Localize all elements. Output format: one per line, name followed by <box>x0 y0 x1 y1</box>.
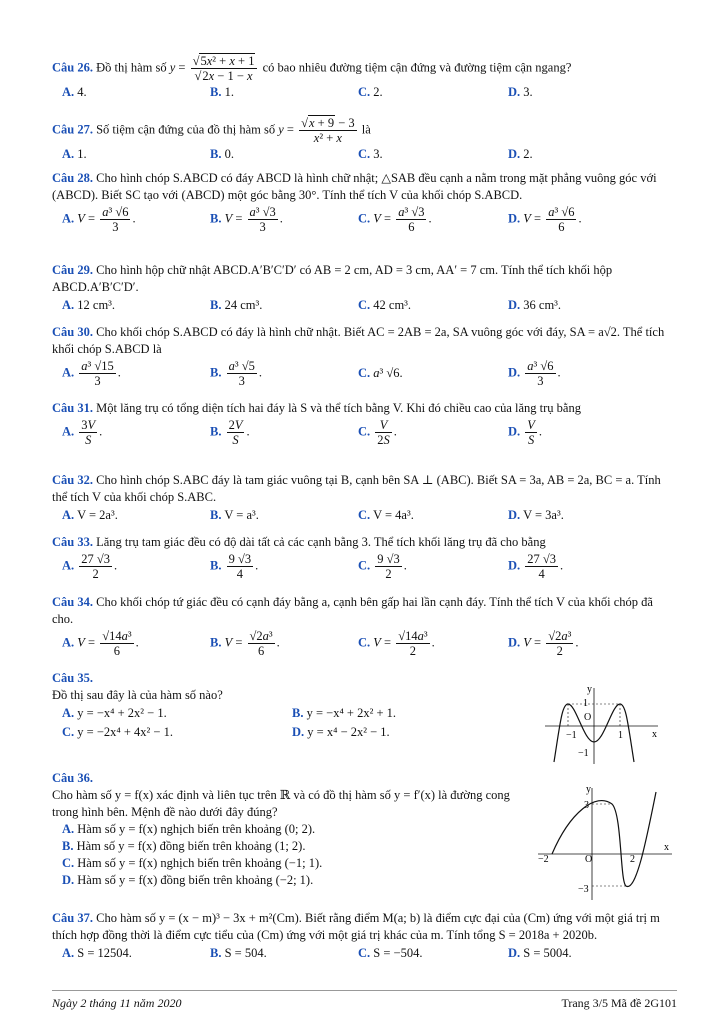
option-b[interactable]: B. 24 cm³. <box>210 298 263 312</box>
option-b[interactable]: B. $\frac{9 √3}{4}$ . <box>210 552 259 581</box>
question-29: Câu 29. Cho hình hộp chữ nhật ABCD.A′B′C′D′ có AB = 2 cm, AD = 3 cm, AA′ = 7 cm. Tính thể tích khối hộp ABCD.A′B′C′D′. A. 12 cm³. B. 24 cm³. C. 42 cm³. D. 36 cm³. <box>52 262 677 315</box>
option-a[interactable]: A. 4. <box>62 85 87 99</box>
origin-label: O <box>585 854 593 865</box>
options <box>52 945 677 963</box>
question-35: Câu 35. Đồ thị sau đây là của hàm số nào? A. y = −x⁴ + 2x² − 1. B. y = −x⁴ + 2x² + 1. C. y = −2x⁴ + 4x² − 1. D. y = x⁴ − 2x² − 1. <box>52 670 532 742</box>
option-b[interactable]: B. V = $\frac{\text{√2a³}}{6}$ . <box>210 629 280 658</box>
option-d[interactable]: D. 2. <box>508 147 533 161</box>
options <box>52 359 677 389</box>
option-c[interactable]: C. $\frac{V}{2S}$ . <box>358 418 397 447</box>
option-d[interactable]: D. $\frac{27 √3}{4}$ . <box>508 552 564 581</box>
tick-label: −1 <box>578 748 589 759</box>
graph-q36 <box>530 782 680 902</box>
option-a[interactable]: A. V = 2a³. <box>62 508 118 522</box>
option-b[interactable]: B. 0. <box>210 147 234 161</box>
tick-label: −1 <box>566 730 577 741</box>
option-c[interactable]: C. a³ √6. <box>358 366 403 380</box>
option-a[interactable]: A. $\frac{\text{a³ √15}}{3}$ . <box>62 359 121 388</box>
question-number: Câu 26. <box>52 60 93 75</box>
option-d[interactable]: D. V = $\frac{\text{√2a³}}{2}$ . <box>508 629 579 658</box>
tick-label: −3 <box>578 884 589 895</box>
graph-q35 <box>540 684 670 766</box>
option-c[interactable]: C. $\frac{9 √3}{2}$ . <box>358 552 407 581</box>
question-37: Câu 37. Cho hàm số y = (x − m)³ − 3x + m²(Cm). Biết rằng điểm M(a; b) là điểm cực đại của (Cm) ứng với một giá trị m thích hợp đồng thời là điểm cực tiểu của (Cm) ứng với một giá trị khác của m. Tính tổng S = 2018a + 2020b. A. S = 12504. B. S = 504. C. S = −504. D. S = 5004. <box>52 910 677 963</box>
options <box>52 705 532 723</box>
option-b[interactable]: B. Hàm số y = f(x) đồng biến trên khoảng (1; 2). <box>62 839 306 853</box>
question-number: Câu 27. <box>52 122 93 137</box>
question-26: Câu 26. Đồ thị hàm số y = $\frac{\text{√5x² + x + 1}}{√2x - 1 - x}$ có bao nhiêu đường tiệm cận đứng và đường tiệm cận ngang? A. 4. B. 1. C. 2. D. 3. <box>52 54 677 102</box>
formula: $\frac{\text{√5x² + x + 1}}{√2x - 1 - x}$ <box>191 54 258 83</box>
option-b[interactable]: B. $\frac{\text{a³ √5}}{3}$ . <box>210 359 262 388</box>
option-b[interactable]: B. $\frac{2V}{S}$ . <box>210 418 250 447</box>
footer-page: Trang 3/5 Mã đề 2G101 <box>561 996 677 1010</box>
question-28: Câu 28. Cho hình chóp S.ABCD có đáy ABCD là hình chữ nhật; △SAB đều cạnh a nằm trong mặt phẳng vuông góc với (ABCD). Biết SC tạo với (ABCD) một góc bằng 30°. Tính thể tích V của khối chóp S.ABCD. A. V = $\frac{\text{a³ √6}}{3}$ . B. V = $\frac{\text{a³ √3}}{3}$ . C. V = $\frac{\text{a³ √3}}{6}$ . D. V = $\frac{\text{a³ √6}}{6}$ . <box>52 170 677 235</box>
origin-label: O <box>584 712 592 723</box>
question-36: Câu 36. Cho hàm số y = f(x) xác định và liên tục trên ℝ và có đồ thị hàm số y = f′(x) là đường cong trong hình bên. Mệnh đề nào dưới đây đúng? A. Hàm số y = f(x) nghịch biến trên khoảng (0; 2). B. Hàm số y = f(x) đồng biến trên khoảng (1; 2). C. Hàm số y = f(x) nghịch biến trên khoảng (−1; 1). D. Hàm số y = f(x) đồng biến trên khoảng (−2; 1). <box>52 770 532 889</box>
y-axis-label: y <box>587 684 592 695</box>
options <box>52 146 677 164</box>
option-b[interactable]: B. V = $\frac{\text{a³ √3}}{3}$ . <box>210 205 283 234</box>
curve <box>552 792 656 886</box>
y-axis-label: y <box>586 784 591 795</box>
option-d[interactable]: D. 3. <box>508 85 533 99</box>
option-c[interactable]: C. Hàm số y = f(x) nghịch biến trên khoảng (−1; 1). <box>62 856 323 870</box>
option-d[interactable]: D. Hàm số y = f(x) đồng biến trên khoảng (−2; 1). <box>62 873 314 887</box>
option-c[interactable]: C. 3. <box>358 147 383 161</box>
option-d[interactable]: D. V = 3a³. <box>508 508 564 522</box>
formula: $\frac{√x + 9 - 3}{\text{x² + x}}$ <box>301 116 355 145</box>
x-axis-label: x <box>652 729 657 740</box>
tick-label: 2 <box>630 854 635 865</box>
option-a[interactable]: A. $\frac{27 √3}{2}$ . <box>62 552 118 581</box>
option-a[interactable]: A. Hàm số y = f(x) nghịch biến trên khoảng (0; 2). <box>62 822 316 836</box>
tick-label: 1 <box>583 698 588 709</box>
option-d[interactable]: D. S = 5004. <box>508 946 572 960</box>
option-a[interactable]: A. S = 12504. <box>62 946 132 960</box>
option-d[interactable]: D. y = x⁴ − 2x² − 1. <box>292 725 390 739</box>
options <box>52 297 677 315</box>
question-34: Câu 34. Cho khối chóp tứ giác đều có cạnh đáy bằng a, cạnh bên gấp hai lần cạnh đáy. Tính thể tích V của khối chóp đã cho. A. V = $\frac{\text{√14a³}}{6}$ . B. V = $\frac{\text{√2a³}}{6}$ . C. V = $\frac{\text{√14a³}}{2}$ . D. V = $\frac{\text{√2a³}}{2}$ . <box>52 594 677 659</box>
option-a[interactable]: A. y = −x⁴ + 2x² − 1. <box>62 706 167 720</box>
option-a[interactable]: A. $\frac{3V}{S}$ . <box>62 418 103 447</box>
options <box>52 84 677 102</box>
option-d[interactable]: D. V = $\frac{\text{a³ √6}}{6}$ . <box>508 205 582 234</box>
question-31: Câu 31. Một lăng trụ có tổng diện tích hai đáy là S và thể tích bằng V. Khi đó chiều cao của lăng trụ bằng A. $\frac{3V}{S}$ . B. $\frac{2V}{S}$ . C. $\frac{V}{2S}$ . D. $\frac{V}{S}$ . <box>52 400 677 448</box>
x-axis-label: x <box>664 842 669 853</box>
option-d[interactable]: D. $\frac{\text{a³ √6}}{3}$ . <box>508 359 561 388</box>
option-c[interactable]: C. S = −504. <box>358 946 423 960</box>
option-a[interactable]: A. 1. <box>62 147 87 161</box>
options <box>52 552 677 582</box>
footer-date: Ngày 2 tháng 11 năm 2020 <box>52 996 182 1010</box>
question-27: Câu 27. Số tiệm cận đứng của đồ thị hàm số y = $\frac{√x + 9 - 3}{\text{x² + x}}$ là A. 1. B. 0. C. 3. D. 2. <box>52 116 677 164</box>
option-c[interactable]: C. V = $\frac{\text{a³ √3}}{6}$ . <box>358 205 432 234</box>
options <box>52 418 677 448</box>
tick-label: 3 <box>584 800 589 811</box>
footer-divider <box>52 990 677 991</box>
option-d[interactable]: D. $\frac{V}{S}$ . <box>508 418 543 447</box>
option-b[interactable]: B. y = −x⁴ + 2x² + 1. <box>292 706 397 720</box>
options <box>52 507 677 525</box>
tick-label: 1 <box>618 730 623 741</box>
option-a[interactable]: A. V = $\frac{\text{√14a³}}{6}$ . <box>62 629 139 658</box>
option-a[interactable]: A. 12 cm³. <box>62 298 116 312</box>
option-a[interactable]: A. V = $\frac{\text{a³ √6}}{3}$ . <box>62 205 136 234</box>
option-b[interactable]: B. V = a³. <box>210 508 259 522</box>
option-c[interactable]: C. V = $\frac{\text{√14a³}}{2}$ . <box>358 629 435 658</box>
question-32: Câu 32. Cho hình chóp S.ABC đáy là tam giác vuông tại B, cạnh bên SA ⊥ (ABC). Biết SA = 3a, AB = 2a, BC = a. Tính thể tích V của khối chóp S.ABC. A. V = 2a³. B. V = a³. C. V = 4a³. D. V = 3a³. <box>52 472 677 525</box>
options <box>52 205 677 235</box>
question-30: Câu 30. Cho khối chóp S.ABCD có đáy là hình chữ nhật. Biết AC = 2AB = 2a, SA vuông góc với đáy, SA = a√2. Thể tích khối chóp S.ABCD là A. $\frac{\text{a³ √15}}{3}$ . B. $\frac{\text{a³ √5}}{3}$ . C. a³ √6. D. $\frac{\text{a³ √6}}{3}$ . <box>52 324 677 389</box>
option-b[interactable]: B. 1. <box>210 85 234 99</box>
option-c[interactable]: C. V = 4a³. <box>358 508 414 522</box>
options <box>52 821 532 889</box>
option-c[interactable]: C. 42 cm³. <box>358 298 412 312</box>
option-c[interactable]: C. y = −2x⁴ + 4x² − 1. <box>62 725 173 739</box>
option-c[interactable]: C. 2. <box>358 85 383 99</box>
options <box>52 629 677 659</box>
tick-label: −2 <box>538 854 549 865</box>
option-d[interactable]: D. 36 cm³. <box>508 298 562 312</box>
question-33: Câu 33. Lăng trụ tam giác đều có độ dài tất cả các cạnh bằng 3. Thể tích khối lăng trụ đã cho bằng A. $\frac{27 √3}{2}$ . B. $\frac{9 √3}{4}$ . C. $\frac{9 √3}{2}$ . D. $\frac{27 √3}{4}$ . <box>52 534 677 582</box>
option-b[interactable]: B. S = 504. <box>210 946 267 960</box>
